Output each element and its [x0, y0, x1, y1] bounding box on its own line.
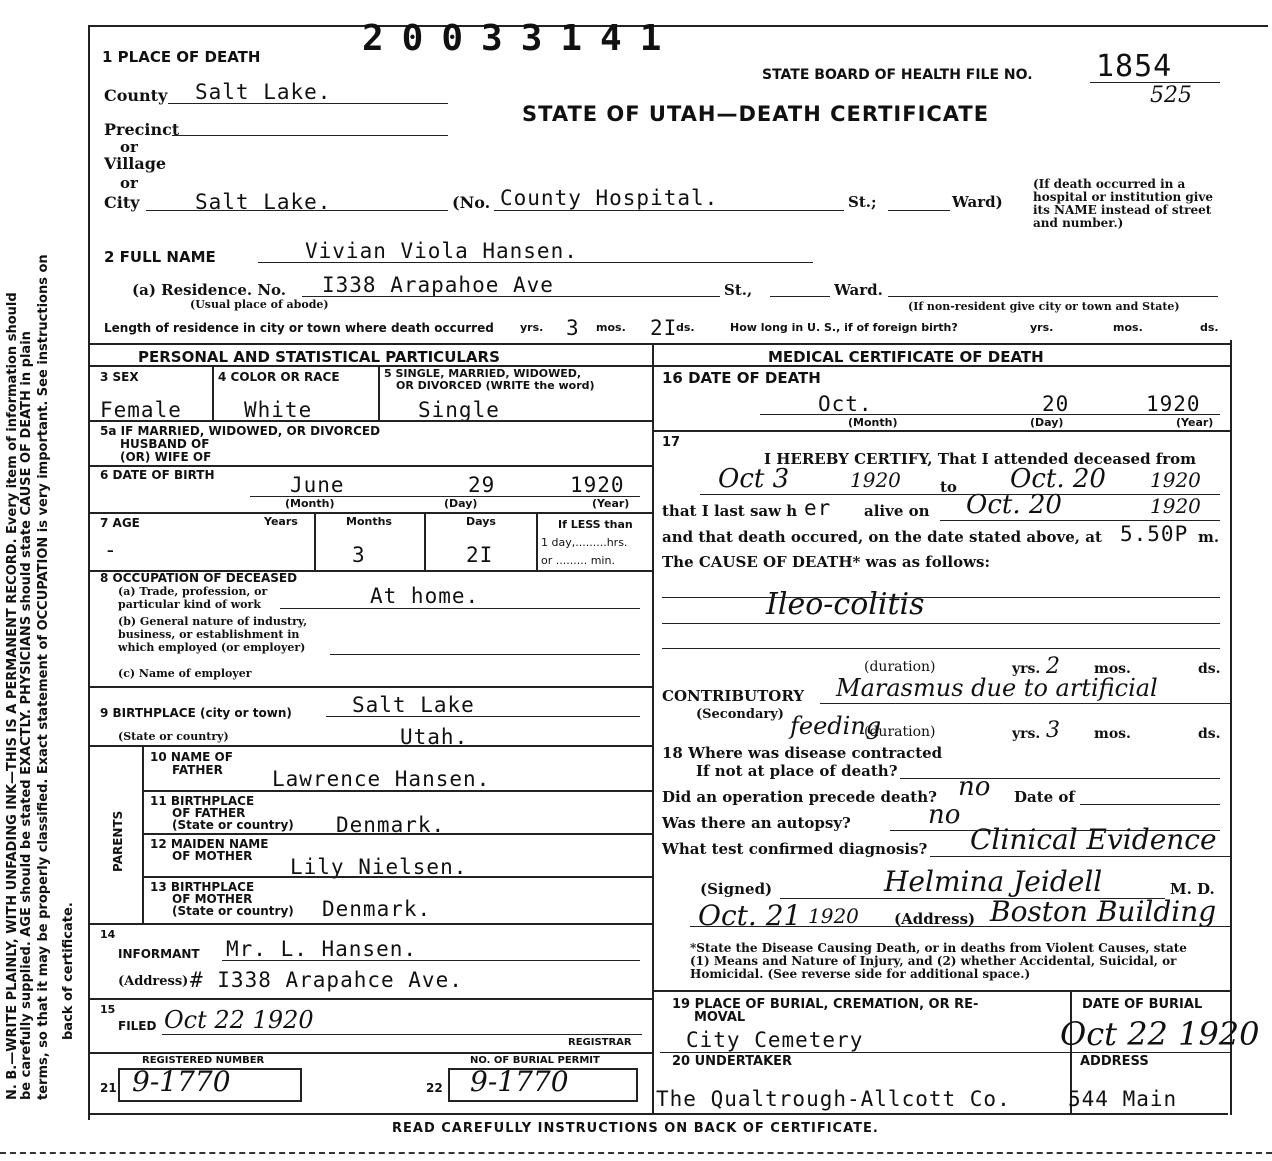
color-divider — [378, 365, 380, 420]
age-months-label: Months — [346, 515, 392, 528]
contrib-line — [820, 703, 1230, 704]
to-date: Oct. 20 — [1010, 464, 1106, 494]
occupation-b-2: business, or establishment in — [118, 628, 300, 641]
full-name-value: Vivian Viola Hansen. — [305, 239, 578, 263]
precinct-label: Precinct — [104, 120, 180, 139]
informant-address-label: (Address) — [118, 974, 189, 989]
bottom-dashed-line — [0, 1152, 1272, 1154]
form-left-border — [88, 25, 90, 1120]
med-line-burial — [652, 990, 1230, 992]
mother-value: Lily Nielsen. — [290, 855, 468, 879]
time-value: 5.50P — [1120, 522, 1189, 546]
informant-line — [222, 960, 640, 961]
cause-value: Ileo-colitis — [766, 587, 925, 622]
precinct-line — [172, 135, 448, 136]
to-year: 1920 — [1150, 468, 1201, 492]
med-address-label: (Address) — [894, 910, 976, 928]
non-resident-note: (If non-resident give city or town and State) — [908, 300, 1180, 313]
spouse-label-3: (OR) WIFE OF — [120, 450, 212, 464]
mother-birth-value: Denmark. — [322, 897, 432, 921]
informant-num: 14 — [100, 928, 116, 941]
color-value: White — [244, 398, 313, 422]
footer-instructions: READ CAREFULLY INSTRUCTIONS ON BACK OF CERTIFICATE. — [392, 1121, 879, 1136]
us-ds-label: ds. — [1200, 321, 1219, 334]
county-value: Salt Lake. — [195, 80, 332, 104]
occupation-line — [280, 608, 640, 609]
operation-label: Did an operation precede death? — [662, 788, 937, 806]
personal-header: PERSONAL AND STATISTICAL PARTICULARS — [138, 348, 500, 366]
village-label: Village — [104, 154, 167, 173]
dod-day: 20 — [1042, 392, 1070, 416]
autopsy-value: no — [928, 800, 961, 830]
operation-value: no — [958, 772, 991, 802]
city-label: City — [104, 193, 140, 212]
occupation-value: At home. — [370, 584, 480, 608]
father-label-1: 10 NAME OF — [150, 750, 233, 764]
residence-st: St., — [724, 281, 753, 299]
death-occured-label: and that death occured, on the date stated above, at — [662, 528, 1102, 546]
row-line-3 — [88, 512, 652, 514]
duration-label: (duration) — [864, 659, 936, 675]
cause-yrs-label: yrs. — [1012, 661, 1041, 677]
industry-line — [330, 654, 640, 655]
filed-line — [162, 1034, 642, 1035]
dob-year-label: (Year) — [592, 497, 630, 510]
signed-date: Oct. 21 — [698, 899, 802, 932]
signed-year: 1920 — [808, 904, 859, 928]
from-year: 1920 — [850, 468, 901, 492]
undertaker-label: 20 UNDERTAKER — [672, 1054, 793, 1069]
dob-day: 29 — [468, 473, 496, 497]
filed-num: 15 — [100, 1003, 116, 1016]
alive-on-label: alive on — [864, 502, 930, 520]
age-years-value: - — [104, 538, 118, 562]
med-address-value: Boston Building — [990, 895, 1217, 928]
alive-year: 1920 — [1150, 494, 1201, 518]
no-label: (No. — [452, 193, 491, 212]
test-label: What test confirmed diagnosis? — [662, 840, 928, 858]
birthplace-state: Utah. — [400, 725, 469, 749]
father-birth-label-2: OF FATHER — [172, 806, 246, 820]
filed-value: Oct 22 1920 — [164, 1006, 314, 1034]
color-label: 4 COLOR OR RACE — [218, 370, 340, 384]
age-div-2 — [424, 512, 426, 570]
registrar-label: REGISTRAR — [568, 1037, 632, 1048]
residence-value: I338 Arapahoe Ave — [322, 273, 554, 297]
dod-day-label: (Day) — [1030, 416, 1064, 429]
form-bottom-border — [88, 1113, 1228, 1115]
duration-label-2: (duration) — [864, 724, 936, 740]
registered-number-value: 9-1770 — [132, 1065, 231, 1098]
st-line — [888, 210, 950, 211]
time-m-label: m. — [1198, 528, 1220, 546]
father-value: Lawrence Hansen. — [272, 767, 491, 791]
full-name-label: 2 FULL NAME — [104, 248, 216, 266]
contrib-yrs-label: yrs. — [1012, 726, 1041, 742]
side-note-line4: back of certificate. — [61, 902, 76, 1040]
dob-label: 6 DATE OF BIRTH — [100, 468, 215, 482]
dod-year: 1920 — [1146, 392, 1201, 416]
age-div-1 — [314, 512, 316, 570]
file-sub: 525 — [1150, 83, 1192, 108]
dob-year: 1920 — [570, 473, 625, 497]
dod-label: 16 DATE OF DEATH — [662, 369, 821, 387]
q18-line — [900, 778, 1220, 779]
length-of-residence-label: Length of residence in city or town where death occurred — [104, 321, 494, 335]
full-name-line — [258, 262, 813, 263]
dod-year-label: (Year) — [1176, 416, 1214, 429]
from-line — [700, 494, 1220, 495]
age-years-label: Years — [264, 515, 298, 528]
county-label: County — [104, 86, 168, 105]
cause-yrs-value: 2 — [1046, 654, 1060, 679]
reg-22: 22 — [426, 1081, 443, 1095]
date-of-line — [1080, 804, 1220, 805]
dod-month: Oct. — [818, 392, 873, 416]
signature: Helmina Jeidell — [884, 865, 1103, 898]
side-note-line3: terms, so that it may be properly classified. Exact statement of OCCUPATION is very important. See instructions on — [36, 254, 51, 1100]
occupation-a-1: (a) Trade, profession, or — [118, 585, 268, 598]
cause-line-3 — [662, 648, 1220, 649]
ward-label: Ward) — [952, 193, 1003, 211]
res-ward-line — [888, 296, 1218, 297]
row-line-5 — [88, 686, 652, 688]
row-line-10 — [88, 923, 652, 925]
informant-label: INFORMANT — [118, 947, 200, 961]
section-divider — [88, 343, 1230, 345]
cause-line-1 — [662, 597, 1220, 598]
row-line-6 — [88, 745, 652, 747]
to-label: to — [940, 478, 957, 496]
mother-birth-label-2: OF MOTHER — [172, 892, 253, 906]
cause-line-2 — [662, 623, 1220, 624]
file-label: STATE BOARD OF HEALTH FILE NO. — [762, 67, 1033, 83]
undertaker-address: 544 Main — [1068, 1087, 1178, 1111]
certify-text: I HEREBY CERTIFY, That I attended deceased from — [764, 450, 1197, 468]
q18-line-2: If not at place of death? — [696, 762, 898, 780]
signed-label: (Signed) — [700, 880, 773, 898]
age-div-3 — [536, 512, 538, 570]
dod-month-label: (Month) — [848, 416, 898, 429]
row-line-2 — [88, 465, 652, 467]
res-st-line — [770, 296, 830, 297]
mother-label-1: 12 MAIDEN NAME — [150, 837, 269, 851]
row-line-7 — [142, 790, 652, 792]
length-ds-label: ds. — [676, 321, 695, 334]
filed-label: FILED — [118, 1019, 157, 1033]
parents-label: PARENTS — [111, 810, 125, 872]
md-label: M. D. — [1170, 880, 1215, 898]
dob-month: June — [290, 473, 345, 497]
q18-line-1: 18 Where was disease contracted — [662, 744, 943, 762]
us-residence-label: How long in U. S., if of foreign birth? — [730, 321, 958, 334]
burial-line — [660, 1052, 1230, 1053]
less-than-1: If LESS than — [558, 518, 633, 531]
from-date: Oct 3 — [718, 464, 790, 494]
occupation-b-1: (b) General nature of industry, — [118, 615, 308, 628]
secondary-label: (Secondary) — [696, 707, 784, 722]
burial-date-label: DATE OF BURIAL — [1082, 997, 1203, 1012]
hospital-line — [494, 210, 844, 211]
reg-21: 21 — [100, 1081, 117, 1095]
age-months-value: 3 — [352, 543, 366, 567]
length-yrs-label: yrs. — [520, 321, 544, 334]
contrib-ds-label: ds. — [1198, 726, 1221, 742]
spouse-label-1: 5a IF MARRIED, WIDOWED, OR DIVORCED — [100, 424, 381, 438]
birthplace-line — [326, 716, 640, 717]
st-label: St.; — [848, 193, 877, 211]
hospital-note: (If death occurred in a hospital or institution give its NAME instead of street and number.) — [1033, 177, 1213, 230]
row-line-9 — [142, 876, 652, 878]
age-days-label: Days — [466, 515, 496, 528]
file-no: 1854 — [1096, 49, 1173, 84]
or-label-2: or — [120, 174, 138, 192]
dod-line — [760, 414, 1220, 415]
footnote-3: Homicidal. (See reverse side for additional space.) — [690, 967, 1031, 981]
hospital-value: County Hospital. — [500, 186, 719, 210]
contributory-label: CONTRIBUTORY — [662, 687, 805, 705]
city-line — [146, 210, 448, 211]
burial-date: Oct 22 1920 — [1060, 1015, 1260, 1053]
cause-ds-label: ds. — [1198, 661, 1221, 677]
date-of-label: Date of — [1014, 788, 1075, 806]
test-value: Clinical Evidence — [970, 823, 1217, 856]
row-line-8 — [142, 833, 652, 835]
age-days-value: 2I — [466, 543, 494, 567]
place-of-death-label: 1 PLACE OF DEATH — [102, 48, 261, 66]
marital-value: Single — [418, 398, 500, 422]
undertaker-address-label: ADDRESS — [1080, 1054, 1149, 1069]
med-address-line — [690, 926, 1230, 927]
undertaker-value: The Qualtrough-Allcott Co. — [656, 1087, 1011, 1111]
contributory-value-2: feeding — [790, 712, 882, 740]
burial-label-1: 19 PLACE OF BURIAL, CREMATION, OR RE- — [672, 997, 979, 1012]
sex-label: 3 SEX — [100, 370, 139, 384]
row-line-12 — [88, 1052, 652, 1054]
sex-value: Female — [100, 398, 182, 422]
occupation-label: 8 OCCUPATION OF DECEASED — [100, 571, 298, 585]
med-line-1 — [652, 430, 1230, 432]
father-birth-label-1: 11 BIRTHPLACE — [150, 794, 255, 808]
marital-label-2: OR DIVORCED (WRITE the word) — [396, 379, 595, 392]
or-label-1: or — [120, 138, 138, 156]
county-line — [168, 103, 448, 104]
cause-label: The CAUSE OF DEATH* was as follows: — [662, 553, 991, 571]
medical-header: MEDICAL CERTIFICATE OF DEATH — [768, 348, 1044, 366]
informant-address-value: # I338 Arapahce Ave. — [190, 968, 463, 992]
marital-label-1: 5 SINGLE, MARRIED, WIDOWED, — [384, 367, 582, 380]
us-yrs-label: yrs. — [1030, 321, 1054, 334]
burial-permit-value: 9-1770 — [470, 1065, 569, 1098]
birthplace-state-label: (State or country) — [118, 730, 229, 743]
dob-day-label: (Day) — [444, 497, 478, 510]
less-than-3: or ......... min. — [541, 554, 615, 567]
age-label: 7 AGE — [100, 516, 140, 530]
occupation-c: (c) Name of employer — [118, 667, 252, 680]
registered-number-label: REGISTERED NUMBER — [142, 1055, 265, 1066]
last-saw-label: that I last saw h — [662, 502, 798, 520]
residence-label: (a) Residence. No. — [132, 281, 287, 299]
contributory-value-1: Marasmus due to artificial — [836, 674, 1158, 702]
sex-divider — [212, 365, 214, 420]
mother-birth-label-3: (State or country) — [172, 904, 294, 918]
footnote-2: (1) Means and Nature of Injury, and (2) whether Accidental, Suicidal, or — [690, 954, 1177, 968]
contrib-yrs-value: 3 — [1046, 718, 1060, 743]
form-right-border — [1230, 340, 1232, 1115]
birthplace-city: Salt Lake — [352, 693, 475, 717]
dob-month-label: (Month) — [285, 497, 335, 510]
father-label-2: FATHER — [172, 763, 223, 777]
alive-date: Oct. 20 — [966, 490, 1062, 520]
contrib-mos-label: mos. — [1094, 726, 1131, 742]
num-17: 17 — [662, 435, 681, 450]
residence-line — [302, 296, 720, 297]
page-title: STATE OF UTAH—DEATH CERTIFICATE — [522, 102, 990, 126]
cause-mos-label: mos. — [1094, 661, 1131, 677]
us-mos-label: mos. — [1113, 321, 1143, 334]
mother-label-2: OF MOTHER — [172, 849, 253, 863]
father-birth-label-3: (State or country) — [172, 818, 294, 832]
informant-value: Mr. L. Hansen. — [226, 937, 418, 961]
birthplace-label: 9 BIRTHPLACE (city or town) — [100, 706, 292, 720]
autopsy-label: Was there an autopsy? — [662, 814, 851, 832]
burial-label-2: MOVAL — [694, 1010, 746, 1025]
burial-permit-label: NO. OF BURIAL PERMIT — [470, 1055, 600, 1066]
residence-ward: Ward. — [834, 281, 883, 299]
length-days-value: 2I — [650, 316, 678, 340]
side-note-line2: be carefully supplied. AGE should be stated EXACTLY. PHYSICIANS should state CAUSE OF DEATH in plain — [19, 331, 34, 1100]
occupation-b-3: which employed (or employer) — [118, 641, 306, 654]
city-value: Salt Lake. — [195, 190, 332, 214]
occupation-a-2: particular kind of work — [118, 598, 261, 611]
row-line-1 — [88, 420, 652, 422]
file-number-stamp: 20033141 — [362, 18, 680, 59]
father-birth-value: Denmark. — [336, 813, 446, 837]
footnote-1: *State the Disease Causing Death, or in deaths from Violent Causes, state — [690, 941, 1187, 955]
less-than-2: 1 day,.........hrs. — [541, 536, 628, 549]
row-line-11 — [88, 998, 652, 1000]
last-saw-hand: er — [804, 496, 832, 520]
length-months-value: 3 — [566, 316, 580, 340]
usual-abode-note: (Usual place of abode) — [190, 298, 329, 311]
burial-place: City Cemetery — [686, 1028, 864, 1052]
column-divider — [652, 343, 654, 1113]
spouse-label-2: HUSBAND OF — [120, 437, 210, 451]
mother-birth-label-1: 13 BIRTHPLACE — [150, 880, 255, 894]
test-line — [930, 856, 1230, 857]
length-mos-label: mos. — [596, 321, 626, 334]
side-note-line1: N. B.—WRITE PLAINLY, WITH UNFADING INK—THIS IS A PERMANENT RECORD. Every item of information should — [5, 292, 20, 1100]
alive-line — [940, 520, 1220, 521]
